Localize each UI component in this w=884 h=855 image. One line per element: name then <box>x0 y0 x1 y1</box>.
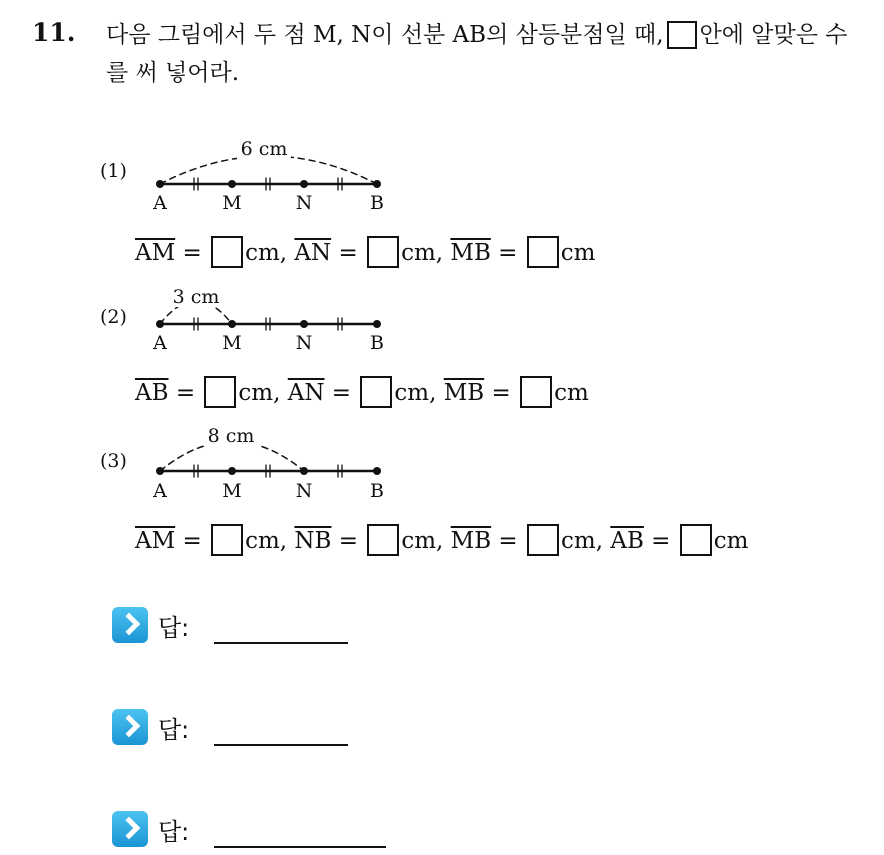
segment-name: $\overline{NB}$ <box>294 528 332 554</box>
segment-name: $\overline{AB}$ <box>135 380 169 406</box>
point-b-label: B <box>370 332 384 354</box>
answer-box[interactable] <box>527 236 559 268</box>
segment-name: $\overline{AB}$ <box>610 528 644 554</box>
answer-box[interactable] <box>520 376 552 408</box>
equation-line-3: $\overline{AM}$ = cm, $\overline{NB}$ = cm, $\overline{MB}$ = cm, $\overline{AB}$ = cm <box>135 524 748 556</box>
answer-label: 답: <box>158 817 190 846</box>
point-m-label: M <box>222 192 242 214</box>
answer-label: 답: <box>158 613 190 642</box>
problem-3-label: (3) <box>100 450 127 472</box>
unit: cm <box>713 528 749 554</box>
diagram-3 <box>152 424 384 502</box>
unit: cm, <box>401 528 444 554</box>
unit: cm, <box>238 380 281 406</box>
stem-text-2: 안에 알맞은 수를 써 넣어라. <box>106 22 848 86</box>
segment-name: $\overline{AN}$ <box>287 380 325 406</box>
diagram-1-measure: 6 cm <box>240 138 288 160</box>
answer-box[interactable] <box>204 376 236 408</box>
answer-box[interactable] <box>367 524 399 556</box>
diagram-2-measure: 3 cm <box>172 286 220 308</box>
stem-text-1: 다음 그림에서 두 점 M, N이 선분 AB의 삼등분점일 때, <box>106 22 664 48</box>
segment-name: $\overline{MB}$ <box>450 240 491 266</box>
answer-box[interactable] <box>367 236 399 268</box>
segment-name: $\overline{MB}$ <box>443 380 485 406</box>
segment-name: $\overline{AM}$ <box>135 528 176 554</box>
equation-line-1: $\overline{AM}$ = cm, $\overline{AN}$ = cm, $\overline{MB}$ = cm <box>135 236 595 268</box>
point-n-label: N <box>295 192 313 214</box>
chevron-right-icon <box>112 709 148 745</box>
answer-box[interactable] <box>360 376 392 408</box>
answer-blank-line[interactable] <box>214 642 348 644</box>
answer-box[interactable] <box>211 524 243 556</box>
point-n-label: N <box>295 480 313 502</box>
point-a-label: A <box>153 192 167 214</box>
answer-blank-line[interactable] <box>214 846 386 848</box>
chevron-right-icon <box>112 811 148 847</box>
point-m-label: M <box>222 480 242 502</box>
segment-name: $\overline{MB}$ <box>450 528 492 554</box>
answer-blank-line[interactable] <box>214 744 348 746</box>
equation-line-2: $\overline{AB}$ = cm, $\overline{AN}$ = cm, $\overline{MB}$ = cm <box>135 376 589 408</box>
diagram-1 <box>152 136 384 214</box>
diagram-3-measure: 8 cm <box>207 425 255 447</box>
unit: cm, <box>245 240 288 266</box>
answer-row-2 <box>112 708 189 746</box>
problem-2-label: (2) <box>100 306 127 328</box>
answer-box[interactable] <box>211 236 243 268</box>
point-b-label: B <box>370 192 384 214</box>
answer-row-1 <box>112 606 189 644</box>
unit: cm, <box>401 240 444 266</box>
unit: cm <box>554 380 589 406</box>
answer-box[interactable] <box>680 524 712 556</box>
unit: cm, <box>245 528 288 554</box>
point-b-label: B <box>370 480 384 502</box>
answer-label: 답: <box>158 715 190 744</box>
point-a-label: A <box>153 480 167 502</box>
point-n-label: N <box>295 332 313 354</box>
segment-name: $\overline{AN}$ <box>294 240 332 266</box>
point-a-label: A <box>153 332 167 354</box>
answer-row-3 <box>112 810 189 848</box>
question-number: 11. <box>32 18 76 47</box>
answer-box[interactable] <box>527 524 559 556</box>
point-m-label: M <box>222 332 242 354</box>
problem-1-label: (1) <box>100 160 127 182</box>
unit: cm, <box>561 528 604 554</box>
diagram-2 <box>152 285 384 354</box>
chevron-right-icon <box>112 607 148 643</box>
segment-name: $\overline{AM}$ <box>135 240 176 266</box>
unit: cm, <box>394 380 437 406</box>
unit: cm <box>560 240 596 266</box>
